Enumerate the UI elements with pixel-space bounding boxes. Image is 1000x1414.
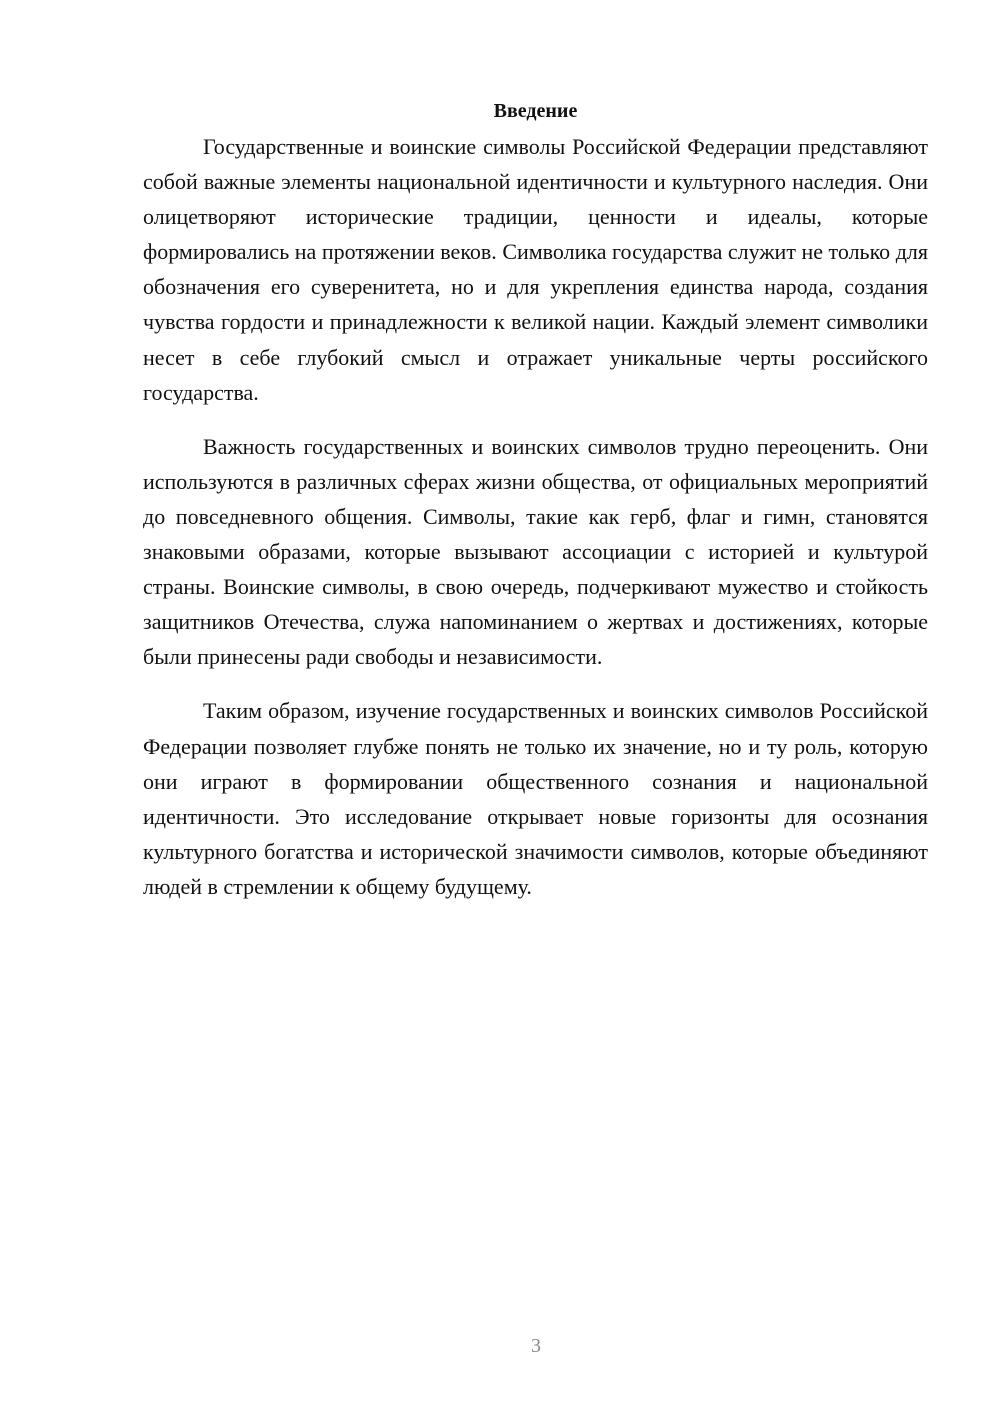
paragraph-3: Таким образом, изучение государственных и воинских символов Российской Федерации позволяет глубже понять не только их значение, но и ту роль, которую они играют в формировании общественного сознания и национальной идентичности. Это исследование открывает новые горизонты для осознания культурного богатства и исторической значимости символов, которые объединяют людей в стремлении к общему будущему. bbox=[143, 698, 928, 899]
paragraph-1: Государственные и воинские символы Российской Федерации представляют собой важные элементы национальной идентичности и культурного наследия. Они олицетворяют исторические традиции, ценности и идеалы, которые формировались на протяжении веков. Символика государства служит не только для обозначения его суверенитета, но и для укрепления единства народа, создания чувства гордости и принадлежности к великой нации. Каждый элемент символики несет в себе глубокий смысл и отражает уникальные черты российского государства. bbox=[143, 134, 928, 405]
document-body bbox=[143, 96, 928, 923]
page-number: 3 bbox=[531, 1335, 541, 1357]
section-title: Введение bbox=[493, 100, 578, 122]
paragraph-2: Важность государственных и воинских символов трудно переоценить. Они используются в различных сферах жизни общества, от официальных мероприятий до повседневного общения. Символы, такие как герб, флаг и гимн, становятся знаковыми образами, которые вызывают ассоциации с историей и культурой страны. Воинские символы, в свою очередь, подчеркивают мужество и стойкость защитников Отечества, служа напоминанием о жертвах и достижениях, которые были принесены ради свободы и независимости. bbox=[143, 433, 928, 670]
